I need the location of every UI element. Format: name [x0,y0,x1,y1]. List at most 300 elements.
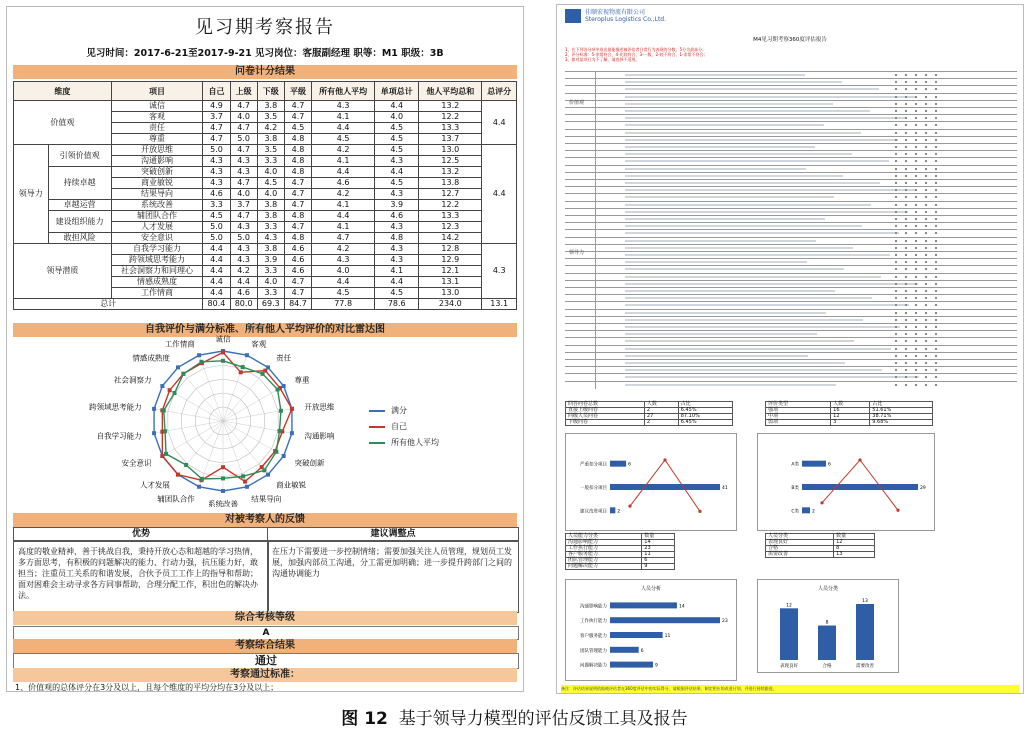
instruction-text [565,47,985,62]
legend-item [369,435,439,451]
table-cell: 人员能力分类 [566,534,642,540]
col-header: 所有他人平均 [312,82,375,101]
grid-row-scores [895,333,945,335]
col-header: 总评分 [482,82,517,101]
radar-point [241,365,245,369]
grid-row-scores [895,124,945,126]
score-cell: 4.1 [312,112,375,123]
score-cell: 4.3 [375,255,419,266]
grid-row-text [625,369,882,371]
score-cell: 4.3 [257,233,284,244]
table-cell: 6.45% [678,408,732,414]
score-table [13,81,517,310]
score-cell: 3.3 [257,288,284,299]
score-cell: 4.7 [284,101,311,112]
score-cell: 13.3 [419,211,482,222]
legend-swatch [369,410,385,412]
results-band: 问卷计分结果 [13,65,517,79]
grid-row-scores [895,369,945,371]
grid-row-text [625,384,836,386]
score-cell: 13.0 [419,145,482,156]
total-cell: 234.0 [419,299,482,310]
grid-row-scores [895,362,945,364]
radar-point [279,409,283,413]
grid-row-text [625,261,807,263]
grid-row-text [625,283,918,285]
table-cell: 数量 [642,534,675,540]
score-cell: 4.7 [284,178,311,189]
subdimension-cell: 卓越运营 [48,200,111,211]
chart-title: 人员分类 [817,586,839,592]
score-cell: 4.2 [312,189,375,200]
table-cell: 51.61% [870,408,933,414]
score-cell: 4.8 [284,233,311,244]
bar-value: 6 [628,462,631,468]
score-cell: 3.3 [257,222,284,233]
grid-row-scores [895,88,945,90]
legend-label: 自己 [391,422,407,431]
line-point [858,458,861,461]
radar-point [152,407,156,411]
section-label: 价值观 [569,100,585,106]
bar-label: 沟通影响能力 [580,604,607,610]
score-cell: 4.3 [312,255,375,266]
radar-axis-label: 商业敏锐 [276,480,307,490]
radar-legend [369,403,439,451]
score-cell: 4.7 [284,277,311,288]
table-row [766,420,933,426]
score-cell: 4.2 [312,145,375,156]
chart-title: 人员分析 [640,586,662,592]
grid-row-scores [895,211,945,213]
radar-point [266,473,270,477]
grid-row-text [625,153,852,155]
summary-table-3 [565,533,675,570]
score-cell: 12.2 [419,200,482,211]
grid-row-scores [895,168,945,170]
table-row [14,244,517,255]
grid-row-text [625,355,808,357]
radar-point [160,454,164,458]
bar [610,617,720,623]
grid-row-scores [895,261,945,263]
score-cell: 3.8 [257,244,284,255]
col-header: 上级 [230,82,257,101]
score-cell: 3.7 [203,112,230,123]
grid-divider [595,71,596,389]
col-header: 他人平均总和 [419,82,482,101]
score-cell: 4.3 [375,189,419,200]
score-cell: 3.3 [257,156,284,167]
legend-item [369,419,439,435]
col-header: 维度 [14,82,112,101]
score-cell: 4.0 [230,189,257,200]
table-cell: 数量 [834,534,875,540]
score-cell: 4.7 [230,123,257,134]
score-cell: 4.1 [375,266,419,277]
score-cell: 4.7 [203,123,230,134]
score-cell: 4.0 [230,112,257,123]
score-cell: 4.6 [230,288,257,299]
col-header: 自己 [203,82,230,101]
radar-axis-label: 跨领域思考能力 [89,402,142,412]
score-cell: 4.3 [312,101,375,112]
radar-point [221,359,225,363]
total-score-cell: 4.4 [482,145,517,244]
score-cell: 13.3 [419,123,482,134]
score-cell: 4.3 [230,255,257,266]
score-cell: 4.4 [375,167,419,178]
grid-row-scores [895,160,945,162]
table-cell: 3 [831,420,870,426]
score-cell: 13.8 [419,178,482,189]
score-cell: 4.8 [284,145,311,156]
right-report-title: M4见习期考察360度评估报告 [753,37,827,43]
item-cell: 工作情商 [111,288,203,299]
grid-row-scores [895,196,945,198]
radar-axis-label: 客观 [251,339,267,349]
grid-row-text [625,268,844,270]
bar-label: 需要改善 [856,664,874,669]
grid-row-text [625,240,816,242]
radar-axis-label: 自我学习能力 [96,431,142,441]
score-cell: 4.3 [375,222,419,233]
radar-point [197,353,201,357]
bar-label: 客户服务能力 [580,634,607,639]
score-cell: 5.0 [203,145,230,156]
radar-chart [13,325,353,507]
radar-point [168,388,172,392]
score-cell: 4.8 [284,156,311,167]
bar [780,608,798,660]
score-cell: 5.0 [230,134,257,145]
grid-row-text [625,204,871,206]
table-cell: 直接上级问卷 [566,408,645,414]
grid-row-text [625,81,842,83]
radar-axis-label: 工作情商 [164,339,195,349]
score-cell: 13.7 [419,134,482,145]
subdimension-cell: 持续卓越 [48,167,111,200]
grid-row-scores [895,355,945,357]
bar [802,461,826,467]
radar-axis-label: 尊重 [294,375,310,385]
table-cell: 弱项 [766,420,831,426]
grid-row-text [625,362,845,364]
table-cell: 16 [831,408,870,414]
grid-row-scores [895,240,945,242]
score-cell: 4.8 [375,233,419,244]
grid-row-text [625,312,826,314]
radar-point [241,474,245,478]
bar-value: 8 [825,620,829,626]
grid-row-text [625,110,870,112]
radar-point [278,429,282,433]
bar-label: 问题解决能力 [580,663,607,669]
total-cell: 77.8 [312,299,375,310]
bar-value: 11 [664,634,671,639]
score-cell: 4.7 [284,112,311,123]
bar-chart-4 [757,579,899,673]
company-name-en: Steroplus Logistics Co.,Ltd. [585,16,667,23]
table-cell: 评价类型 [766,402,831,408]
bar-label: A类 [791,462,799,468]
score-cell: 4.7 [284,288,311,299]
score-cell: 5.0 [203,222,230,233]
grid-row-text [625,189,917,191]
table-cell: 合格 [766,546,834,552]
item-cell: 人才发展 [111,222,203,233]
score-cell: 3.3 [203,200,230,211]
radar-axis-label: 系统改善 [208,499,238,507]
bar-value: 9 [655,663,658,669]
instruction-line: 3、如对某项行为不了解，请选择不适用。 [565,57,640,62]
bar-value: 23 [722,619,728,625]
right-report [556,4,1024,694]
report-meta: 见习时间：2017-6-21至2017-9-21 见习岗位：客服副经理 职等：M1 职级：3B [86,48,444,59]
subdimension-cell: 引领价值观 [48,145,111,167]
grid-row-scores [895,326,945,328]
table-row [14,211,517,222]
score-cell: 4.1 [312,222,375,233]
score-cell: 3.5 [257,112,284,123]
score-cell: 12.5 [419,156,482,167]
grid-row-scores [895,175,945,177]
radar-axis-label: 责任 [276,353,292,363]
grid-row-scores [895,225,945,227]
score-cell: 13.1 [419,277,482,288]
grid-row-scores [895,247,945,249]
grid-row-scores [895,117,945,119]
item-cell: 突破创新 [111,167,203,178]
bar [610,632,663,638]
table-cell: 沟通影响能力 [566,540,642,546]
score-cell: 4.3 [230,156,257,167]
grid-row-scores [895,348,945,350]
grid-row-text [625,218,825,220]
score-cell: 4.6 [284,266,311,277]
total-row [14,299,517,310]
score-cell: 4.4 [312,167,375,178]
score-cell: 3.8 [257,101,284,112]
score-cell: 4.3 [203,167,230,178]
bar [610,461,626,467]
grid-row-text [625,74,805,76]
grid-row-text [625,160,889,162]
bar-label: B类 [791,486,799,491]
grid-row-text [625,175,843,177]
score-cell: 4.2 [230,266,257,277]
bar-label: 严重扣分项目 [580,462,607,468]
total-cell: 80.0 [230,299,257,310]
grid-row-text [625,276,881,278]
col-header: 项目 [111,82,203,101]
score-cell: 5.0 [203,233,230,244]
score-cell: 3.8 [257,200,284,211]
table-row [14,145,517,156]
score-cell: 3.5 [257,145,284,156]
grid-row-scores [895,103,945,105]
bar-label: 一般扣分项目 [580,486,607,491]
bar-label: C类 [791,509,799,515]
bar-value: 6 [640,648,644,654]
grid-row-scores [895,132,945,134]
table-cell: 12 [834,540,875,546]
suggestions-header: 建议调整点 [267,527,519,541]
standard-label: 考察通过标准： [13,668,517,682]
grid-row-text [625,376,919,378]
score-cell: 4.3 [230,222,257,233]
score-cell: 12.9 [419,255,482,266]
score-cell: 4.6 [375,211,419,222]
table-cell: 问题解决能力 [566,564,642,570]
grid-row [565,381,1017,389]
grid-row-scores [895,268,945,270]
grid-row-scores [895,283,945,285]
table-row [14,233,517,244]
score-cell: 13.0 [419,288,482,299]
grade-label: 综合考核等级 [13,611,517,625]
radar-axis-label: 突破创新 [294,458,325,468]
bar-value: 2 [617,509,621,515]
legend-label: 满分 [391,406,407,415]
bar-value: 14 [678,604,685,610]
grid-row-scores [895,139,945,141]
table-cell: 12 [831,414,870,420]
score-cell: 4.9 [203,101,230,112]
score-cell: 4.0 [257,277,284,288]
total-label: 总计 [14,299,203,310]
grand-total: 13.1 [482,299,517,310]
score-cell: 4.3 [375,156,419,167]
grid-row-text [625,326,900,328]
strengths-header: 优势 [13,527,269,541]
bar-label: 合格 [822,664,832,669]
radar-point [245,485,249,489]
table-cell: 38.71% [870,414,933,420]
score-cell: 4.6 [312,178,375,189]
score-cell: 4.8 [284,134,311,145]
dimension-cell: 领导力 [14,145,49,244]
bar-label: 表现良好 [780,664,798,669]
item-cell: 系统改善 [111,200,203,211]
radar-point [290,407,294,411]
radar-point [262,468,266,472]
result-value: 通过 [13,653,519,669]
score-cell: 4.2 [257,123,284,134]
company-name [585,9,666,23]
radar-point [173,391,177,395]
item-cell: 结果导向 [111,189,203,200]
radar-point [163,429,167,433]
score-cell: 4.7 [230,178,257,189]
grid-row-text [625,232,899,234]
table-row [14,200,517,211]
score-cell: 4.1 [312,156,375,167]
score-cell: 12.2 [419,112,482,123]
total-score-cell: 4.4 [482,101,517,145]
col-header: 平级 [284,82,311,101]
score-cell: 4.5 [375,288,419,299]
grid-row-text [625,225,862,227]
grid-row-scores [895,276,945,278]
grid-row-text [625,297,872,299]
table-cell: 中项 [766,414,831,420]
radar-point [197,485,201,489]
bar-value: 12 [786,603,792,609]
score-cell: 4.5 [312,134,375,145]
grid-row-scores [895,297,945,299]
instruction-line: 2、评分标准：5-非常符合，4-比较符合，3-一般，2-较不符合，1-非常不符合； [565,52,708,57]
radar-point [261,372,265,376]
score-cell: 3.8 [257,134,284,145]
grid-row-scores [895,304,945,306]
score-cell: 3.9 [375,200,419,211]
radar-axis-label: 诚信 [215,334,231,344]
radar-point [160,384,164,388]
item-cell: 辅团队合作 [111,211,203,222]
score-cell: 4.4 [203,255,230,266]
score-cell: 4.6 [284,244,311,255]
radar-axis-label: 沟通影响 [304,431,335,441]
left-report [6,6,524,692]
score-cell: 4.8 [284,211,311,222]
line-point [820,501,823,504]
instruction-line: 1、在下列各分项中选出最能描述被评估者日常行为表现的分数，5分为最高分； [565,47,707,52]
item-cell: 客观 [111,112,203,123]
questionnaire-grid [565,71,1017,389]
result-label: 考察综合结果 [13,639,517,653]
radar-point [245,353,249,357]
legend-label: 所有他人平均 [391,438,439,447]
item-cell: 跨领域思考能力 [111,255,203,266]
grid-row-text [625,139,898,141]
radar-point [200,477,204,481]
table-cell: 强项 [766,408,831,414]
line-point [698,510,701,513]
col-header: 单项总计 [375,82,419,101]
radar-point [152,431,156,435]
score-cell: 4.3 [203,156,230,167]
radar-point [274,450,278,454]
strengths-text: 高度的敬业精神，善于挑战自我，秉持开放心态和超越的学习热情，多方面思考，有积极的问题解决的能力、行动力强，抗压能力好，敢担当；注重员工关系的和谐发展，合伙予员工工作上的指导和帮助；面对困难会主动寻求各方同事帮助，合理分配工作，积出色的解决办法。 [13,541,269,613]
grid-row-scores [895,110,945,112]
grid-row-scores [895,81,945,83]
grid-row-scores [895,340,945,342]
item-cell: 开放思维 [111,145,203,156]
grid-row-text [625,168,806,170]
total-cell: 80.4 [203,299,230,310]
score-cell: 4.2 [312,244,375,255]
score-cell: 14.2 [419,233,482,244]
bar [610,602,677,608]
radar-point [221,350,225,354]
table-cell: 占比 [678,402,732,408]
grid-row-scores [895,319,945,321]
score-cell: 4.4 [375,277,419,288]
table-cell: 2 [644,408,678,414]
radar-axis-label: 开放思维 [304,402,335,412]
table-cell: 6 [642,558,675,564]
score-cell: 4.3 [203,178,230,189]
grid-row-text [625,182,880,184]
score-cell: 3.3 [257,266,284,277]
grid-row-scores [895,182,945,184]
score-cell: 13.2 [419,167,482,178]
legend-item [369,403,439,419]
report-title: 见习期考察报告 [195,17,335,38]
score-cell: 4.5 [375,123,419,134]
table-cell: 占比 [870,402,933,408]
